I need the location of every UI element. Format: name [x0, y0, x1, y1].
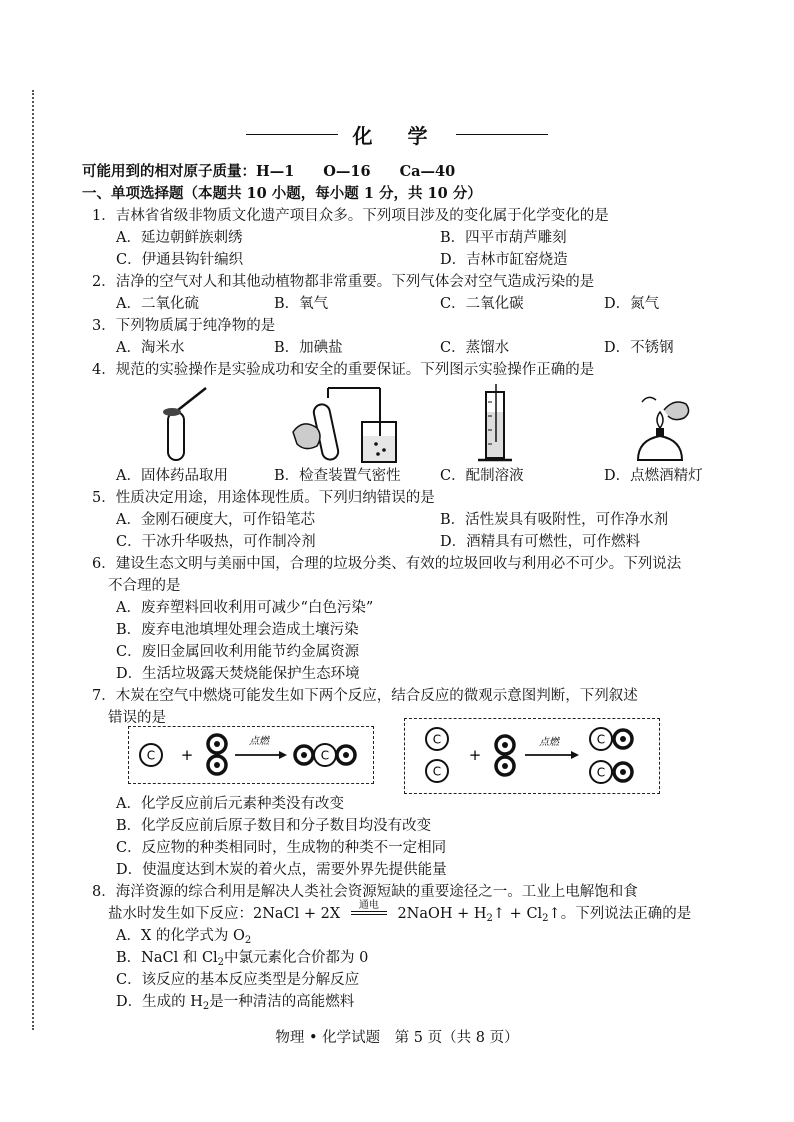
co2-molecule-icon	[295, 744, 355, 766]
q4-option-b: B．检查装置气密性	[274, 468, 401, 484]
spoon-test-tube-icon	[150, 382, 220, 464]
q8-option-a	[116, 924, 251, 946]
q3-stem: 3．下列物质属于纯净物的是	[92, 318, 276, 334]
arrow-label-ignite: 点燃	[539, 737, 559, 748]
q8-equation-line	[108, 902, 691, 924]
q8-equation-mid: ↑ + Cl	[492, 906, 543, 922]
q8-stem: 8．海洋资源的综合利用是解决人类社会资源短缺的重要途径之一。工业上电解饱和食	[92, 884, 638, 900]
q8-option-c: C．该反应的基本反应类型是分解反应	[116, 972, 360, 988]
reaction-diagram-1	[128, 726, 374, 784]
q4-option-a: A．固体药品取用	[116, 468, 228, 484]
q5-option-b: B．活性炭具有吸附性，可作净水剂	[440, 512, 669, 528]
q3-option-a: A．淘米水	[116, 340, 185, 356]
q8-option-b	[116, 946, 368, 968]
q8-equation-products: 2NaOH + H	[397, 906, 487, 922]
oxygen-molecule-icon	[208, 735, 226, 774]
q8-h2-subscript: 2	[486, 913, 493, 924]
q1-option-a: A．延边朝鲜族刺绣	[116, 230, 243, 246]
co-molecule-icon	[590, 728, 632, 750]
q1-stem: 1．吉林省省级非物质文化遗产项目众多。下列项目涉及的变化属于化学变化的是	[92, 208, 609, 224]
q6-stem: 6．建设生态文明与美丽中国，合理的垃圾分类、有效的垃圾回收与利用必不可少。下列说法	[92, 556, 682, 572]
carbon-atom-icon	[426, 728, 448, 782]
q4-stem: 4．规范的实验操作是实验成功和安全的重要保证。下列图示实验操作正确的是	[92, 362, 595, 378]
title-rule-right	[456, 134, 548, 135]
arrow-label-ignite: 点燃	[249, 736, 269, 747]
q8-condition-arrow	[345, 902, 393, 918]
q8-option-d-text-end: 是一种清洁的高能燃料	[209, 994, 355, 1010]
q6-option-d: D．生活垃圾露天焚烧能保护生态环境	[116, 666, 360, 682]
q8-option-d	[116, 990, 354, 1012]
title-rule-left	[246, 134, 338, 135]
q7-stem-cont: 错误的是	[108, 710, 166, 726]
q7-option-b: B．化学反应前后原子数目和分子数目均没有改变	[116, 818, 432, 834]
q8-option-b-text-end: 中氯元素化合价都为 0	[224, 950, 369, 966]
q7-option-c: C．反应物的种类相同时，生成物的种类不一定相同	[116, 840, 447, 856]
q8-equation-reactants: 盐水时发生如下反应：2NaCl + 2X	[108, 906, 341, 922]
binding-margin-dots	[32, 90, 34, 1030]
q8-equation-end: ↑。下列说法正确的是	[548, 906, 692, 922]
co-molecule-icon	[590, 761, 632, 783]
title-text: 化 学	[352, 124, 442, 148]
atom-label-c: C	[320, 748, 330, 763]
q4-option-c: C．配制溶液	[440, 468, 524, 484]
q8-option-b-subscript: 2	[217, 957, 225, 968]
graduated-cylinder-icon	[466, 382, 526, 466]
q5-option-a: A．金刚石硬度大，可作铅笔芯	[116, 512, 315, 528]
q5-option-d: D．酒精具有可燃性，可作燃料	[440, 534, 641, 550]
plus-sign: +	[468, 746, 482, 764]
q1-option-b: B．四平市葫芦雕刻	[440, 230, 567, 246]
q5-option-c: C．干冰升华吸热，可作制冷剂	[116, 534, 316, 550]
reaction-diagram-2	[404, 718, 660, 794]
atom-label-c: C	[596, 732, 606, 747]
oxygen-molecule-icon	[496, 736, 514, 775]
q6-option-a: A．废弃塑料回收利用可减少“白色污染”	[116, 600, 374, 616]
section-heading: 一、单项选择题（本题共 10 小题，每小题 1 分，共 10 分）	[82, 185, 482, 202]
q8-condition-label: 通电	[358, 900, 379, 911]
q8-option-a-text: A．X 的化学式为 O	[116, 928, 245, 944]
q4-option-d: D．点燃酒精灯	[604, 468, 703, 484]
q2-option-a: A．二氧化硫	[116, 296, 199, 312]
arrow-head-icon	[279, 751, 287, 759]
q7-stem: 7．木炭在空气中燃烧可能发生如下两个反应，结合反应的微观示意图判断，下列叙述	[92, 688, 638, 704]
q3-option-c: C．蒸馏水	[440, 340, 510, 356]
page-title	[0, 120, 794, 149]
q8-option-a-subscript: 2	[244, 935, 252, 946]
atom-label-c: C	[432, 764, 442, 779]
atom-label-c: C	[432, 732, 442, 747]
q1-option-d: D．吉林市缸窑烧造	[440, 252, 568, 268]
q6-option-b: B．废弃电池填埋处理会造成土壤污染	[116, 622, 359, 638]
q1-option-c: C．伊通县钩针编织	[116, 252, 244, 268]
page-footer: 物理 • 化学试题 第 5 页（共 8 页）	[275, 1030, 519, 1046]
plus-sign: +	[180, 746, 194, 764]
q3-option-b: B．加碘盐	[274, 340, 343, 356]
q2-option-d: D．氮气	[604, 296, 660, 312]
q5-stem: 5．性质决定用途，用途体现性质。下列归纳错误的是	[92, 490, 435, 506]
q6-option-c: C．废旧金属回收利用能节约金属资源	[116, 644, 360, 660]
q7-option-a: A．化学反应前后元素种类没有改变	[116, 796, 344, 812]
q3-option-d: D．不锈钢	[604, 340, 674, 356]
carbon-atom-icon	[140, 744, 162, 766]
q8-option-b-text: B．NaCl 和 Cl	[116, 950, 218, 966]
q8-option-d-text: D．生成的 H	[116, 994, 203, 1010]
alcohol-lamp-icon	[624, 384, 694, 466]
q6-stem-cont: 不合理的是	[108, 578, 181, 594]
atom-label-c: C	[596, 765, 606, 780]
q8-option-d-subscript: 2	[202, 1001, 210, 1012]
airtightness-apparatus-icon	[288, 384, 408, 466]
atom-label-c: C	[146, 748, 156, 763]
q2-option-b: B．氧气	[274, 296, 329, 312]
q2-option-c: C．二氧化碳	[440, 296, 524, 312]
q8-cl2-subscript: 2	[542, 913, 549, 924]
q7-option-d: D．使温度达到木炭的着火点，需要外界先提供能量	[116, 862, 447, 878]
arrow-head-icon	[571, 751, 579, 759]
atomic-mass-line: 可能用到的相对原子质量：H—1 O—16 Ca—40	[82, 163, 456, 180]
q2-stem: 2．洁净的空气对人和其他动植物都非常重要。下列气体会对空气造成污染的是	[92, 274, 595, 290]
